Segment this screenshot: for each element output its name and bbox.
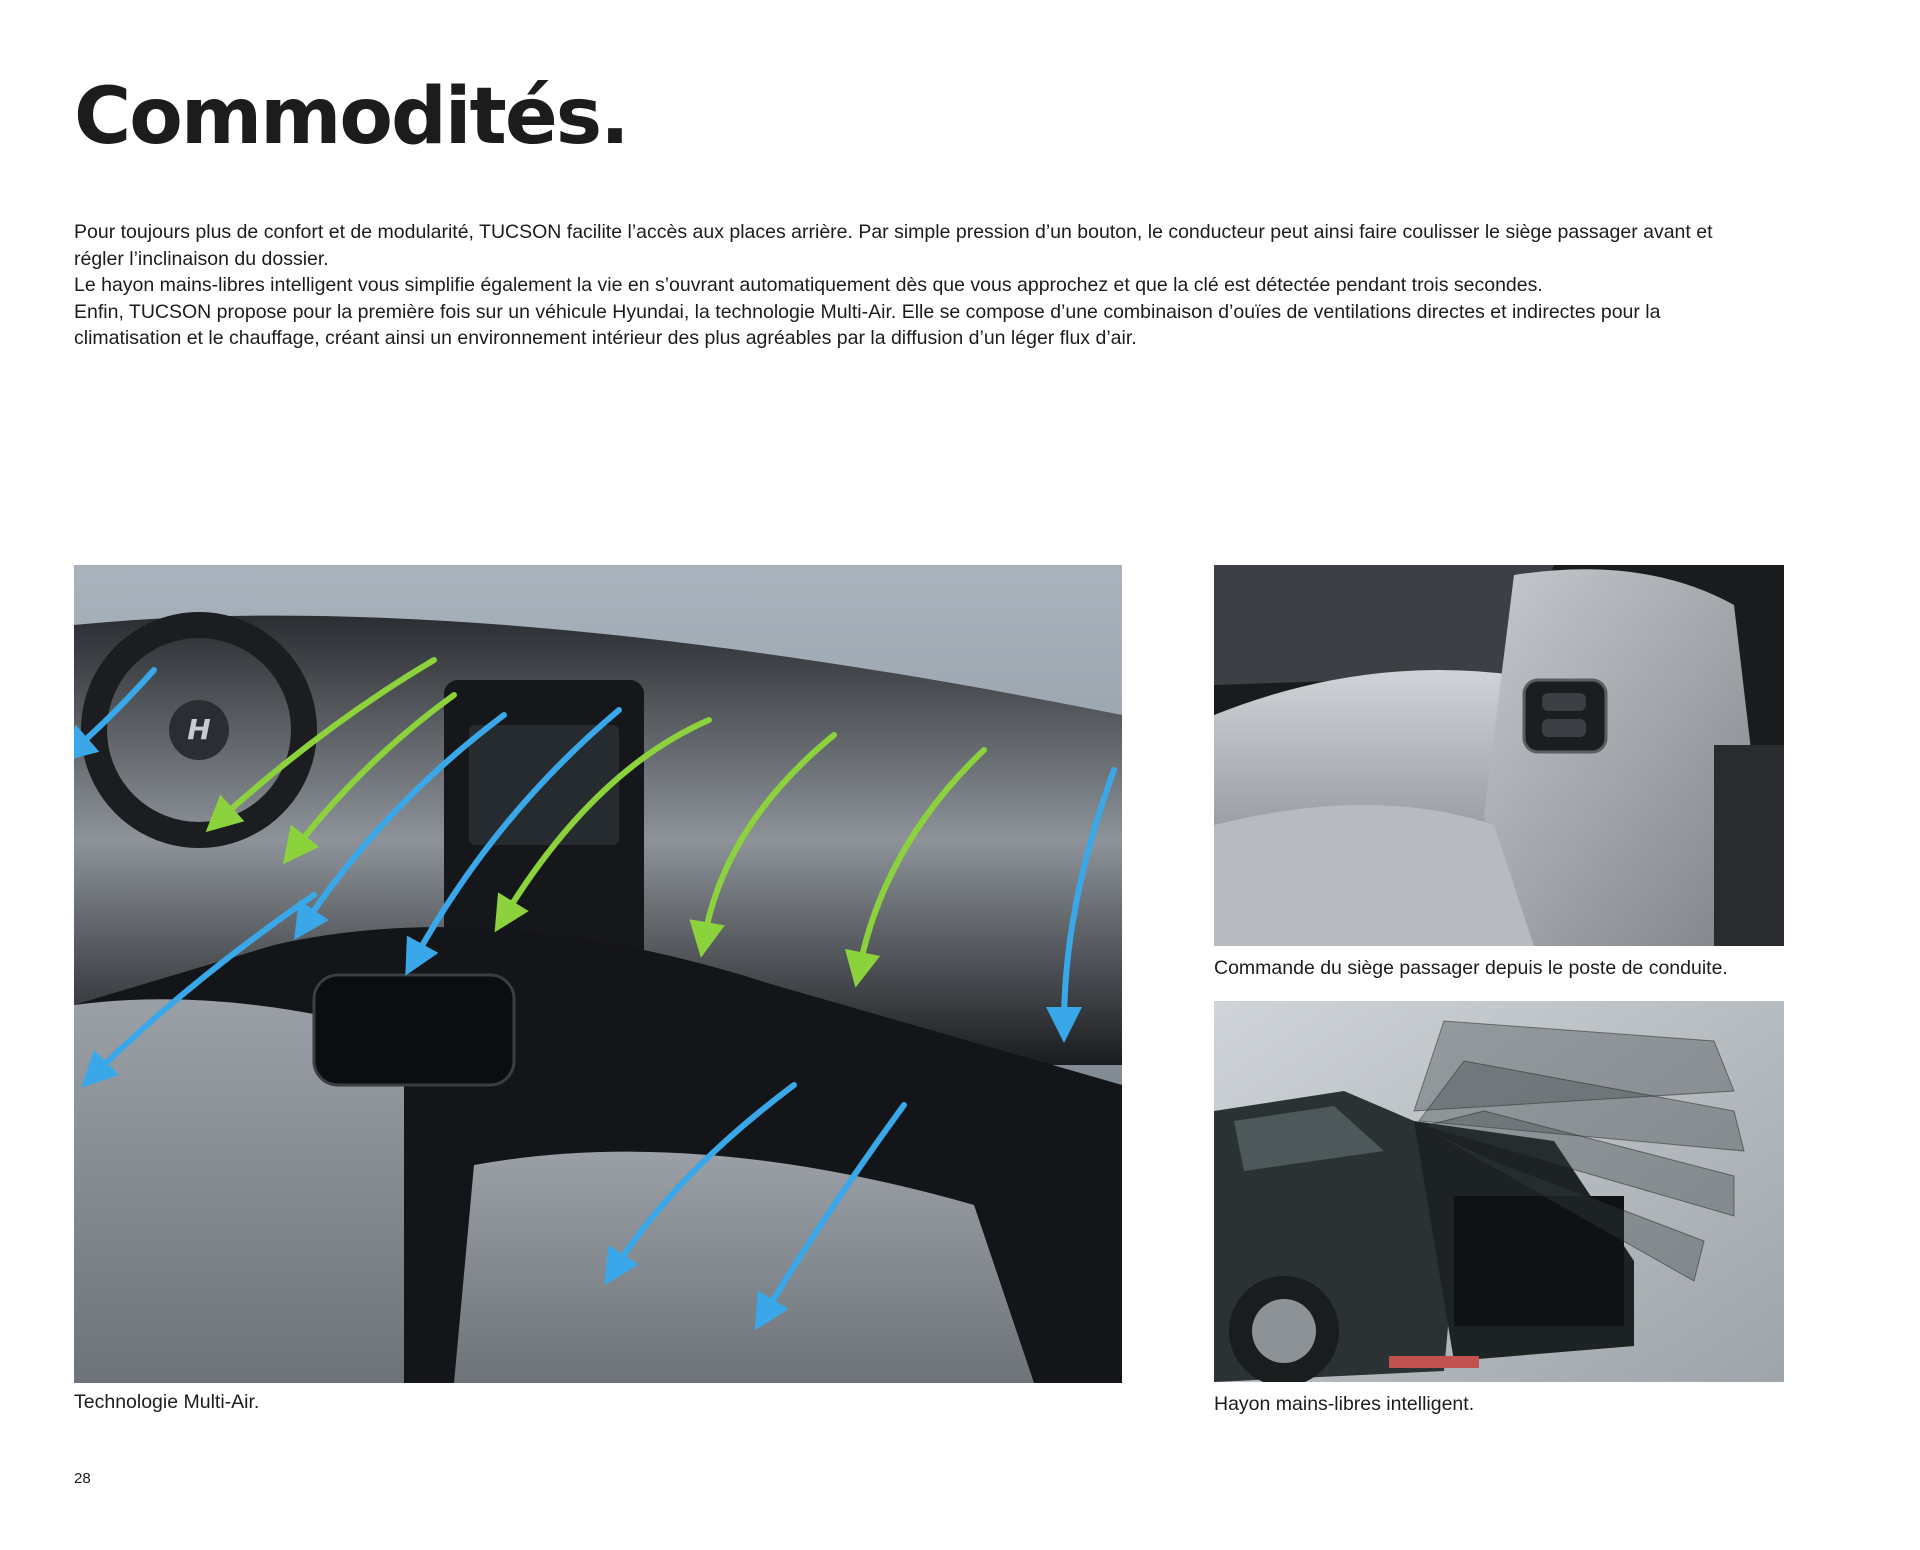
multi-air-caption: Technologie Multi-Air. <box>74 1391 260 1413</box>
seat-control-illustration <box>1214 565 1784 946</box>
multi-air-photo <box>74 565 1122 1383</box>
page-number: 28 <box>74 1470 91 1487</box>
seat-control-photo <box>1214 565 1784 946</box>
tailgate-photo <box>1214 1001 1784 1382</box>
intro-text <box>74 219 1714 352</box>
svg-text:H: H <box>187 713 211 746</box>
intro-paragraph-2: Le hayon mains-libres intelligent vous simplifie également la vie en s’ouvrant automatiquement dès que vous approchez et que la clé est détectée pendant trois secondes. <box>74 274 1543 296</box>
multi-air-illustration <box>74 565 1122 1383</box>
tailgate-caption: Hayon mains-libres intelligent. <box>1214 1393 1475 1415</box>
intro-paragraph-3: Enfin, TUCSON propose pour la première fois sur un véhicule Hyundai, la technologie Multi-Air. Elle se compose d’une combinaison d’ouïes de ventilations directes et indirectes pour la climatisation et le chauffage, créant ainsi un environnement intérieur des plus agréables par la diffusion d’un léger flux d’air. <box>74 300 1661 349</box>
intro-paragraph-1: Pour toujours plus de confort et de modularité, TUCSON facilite l’accès aux places arrière. Par simple pression d’un bouton, le conducteur peut ainsi faire coulisser le siège passager avant et régler l’inclinaison du dossier. <box>74 221 1713 270</box>
seat-control-caption: Commande du siège passager depuis le poste de conduite. <box>1214 957 1728 979</box>
page-title: Commodités. <box>74 72 628 162</box>
tailgate-illustration <box>1214 1001 1784 1382</box>
